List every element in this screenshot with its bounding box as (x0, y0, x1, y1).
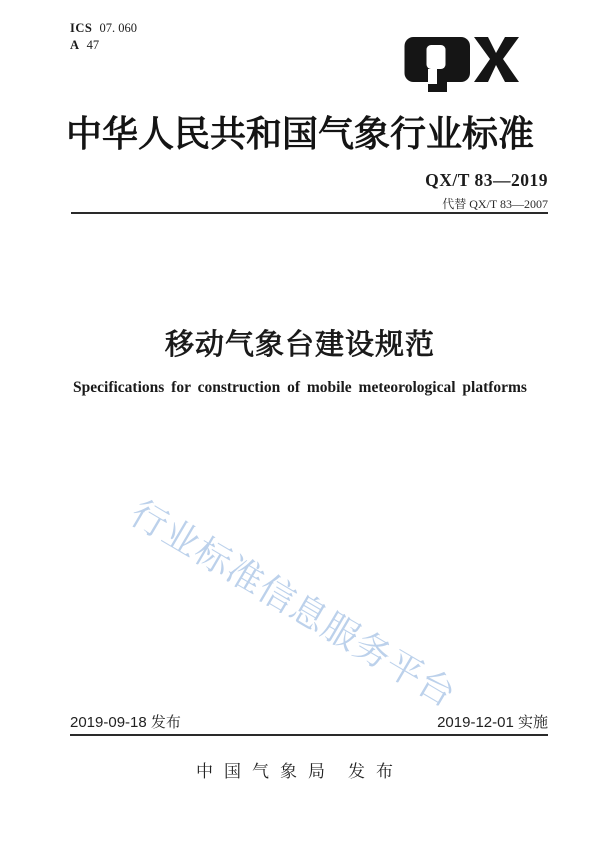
dates-row (70, 711, 548, 732)
footer-divider (70, 734, 548, 736)
qx-logo-graphic (404, 36, 520, 93)
class-code: 47 (86, 38, 100, 52)
class-label: A (70, 38, 80, 52)
standard-category-title: 中华人民共和国气象行业标准 (65, 113, 534, 154)
implementation-date: 2019-12-01 实施 (437, 714, 548, 731)
ics-label: ICS (70, 21, 93, 35)
issue-date: 2019-09-18 发布 (70, 714, 181, 731)
standard-number: QX/T 83—2019 (425, 170, 548, 190)
document-title-chinese: 移动气象台建设规范 (164, 329, 435, 361)
standard-number-block (425, 170, 548, 212)
publisher-row (0, 757, 600, 782)
publisher-action: 发布 (348, 762, 404, 781)
classification-code-line (70, 37, 137, 54)
replaces-note: 代替 QX/T 83—2007 (442, 197, 548, 211)
ics-block (70, 20, 137, 54)
ics-code: 07. 060 (99, 21, 137, 35)
header-divider (71, 212, 548, 214)
qx-logo (404, 36, 520, 98)
document-title-english: Specifications for construction of mobile meteorological platforms (73, 379, 527, 396)
ics-code-line (70, 20, 137, 37)
diagonal-watermark: 行业标准信息服务平台 (123, 492, 463, 716)
publisher-organization: 中国气象局 (196, 762, 336, 781)
